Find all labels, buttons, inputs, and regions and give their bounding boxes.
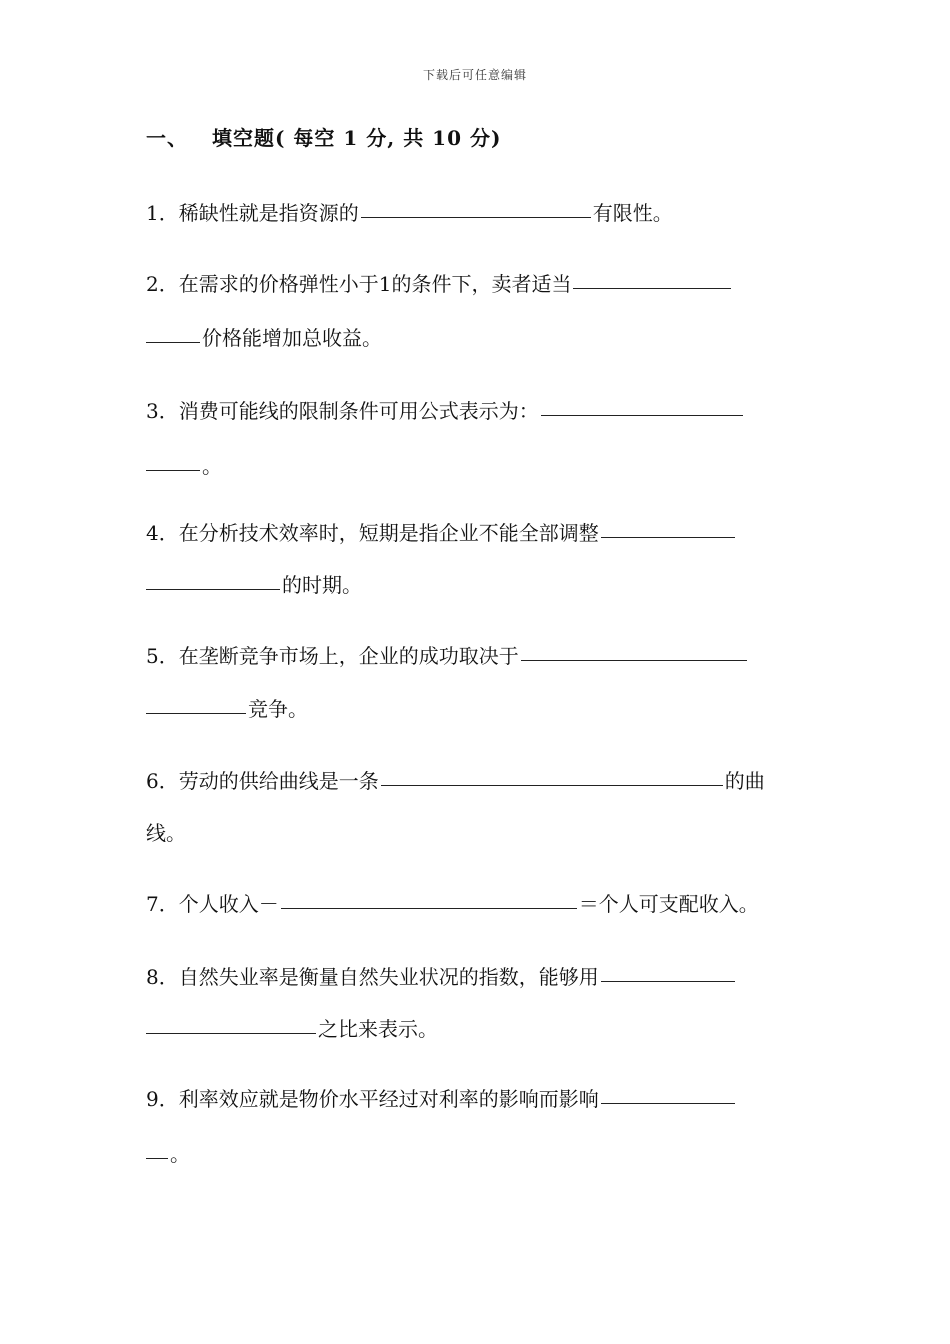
- answer-blank[interactable]: [521, 659, 747, 661]
- answer-blank[interactable]: [146, 341, 200, 343]
- answer-blank[interactable]: [146, 712, 246, 714]
- question-number: 6．: [146, 769, 179, 793]
- question-1: [146, 197, 806, 226]
- question-5: [146, 640, 806, 669]
- question-4-continuation: [146, 569, 362, 598]
- question-6: [146, 765, 806, 794]
- question-4: [146, 517, 806, 546]
- question-3: [146, 395, 806, 424]
- question-2: [146, 268, 806, 297]
- question-number: 3．: [146, 399, 179, 423]
- question-number: 5．: [146, 644, 179, 668]
- question-text: 在需求的价格弹性小于1的条件下，卖者适当: [178, 272, 572, 296]
- answer-blank[interactable]: [381, 784, 723, 786]
- section-title: [146, 122, 501, 151]
- header-note: 下载后可任意编辑: [422, 68, 527, 82]
- question-text: 个人收入－: [178, 892, 279, 916]
- section-title-text: 填空题( 每空 1 分, 共 10 分): [212, 126, 502, 150]
- question-6-continuation: [146, 817, 186, 846]
- question-3-continuation: [146, 450, 222, 479]
- question-text: 在分析技术效率时，短期是指企业不能全部调整: [178, 521, 599, 545]
- answer-blank[interactable]: [146, 1032, 316, 1034]
- question-text: 劳动的供给曲线是一条: [178, 769, 379, 793]
- question-number: 4．: [146, 521, 179, 545]
- question-number: 7．: [146, 892, 179, 916]
- question-text-cont: 之比来表示。: [318, 1017, 438, 1041]
- question-text-after: 的曲: [724, 769, 765, 793]
- question-text-cont: 的时期。: [282, 573, 362, 597]
- question-text-cont: 价格能增加总收益。: [202, 326, 382, 350]
- question-number: 8．: [146, 965, 179, 989]
- question-text: 消费可能线的限制条件可用公式表示为：: [178, 399, 539, 423]
- question-text: 在垄断竞争市场上，企业的成功取决于: [178, 644, 519, 668]
- question-7: [146, 888, 806, 917]
- section-number: 一、: [146, 126, 188, 150]
- question-9-continuation: [146, 1138, 190, 1167]
- answer-blank[interactable]: [146, 469, 200, 471]
- answer-blank[interactable]: [361, 216, 591, 218]
- answer-blank[interactable]: [601, 980, 735, 982]
- question-text-cont: 。: [170, 1142, 190, 1166]
- question-text: 稀缺性就是指资源的: [178, 201, 359, 225]
- answer-blank[interactable]: [281, 907, 577, 909]
- question-text: 利率效应就是物价水平经过对利率的影响而影响: [178, 1087, 599, 1111]
- question-number: 9．: [146, 1087, 179, 1111]
- answer-blank[interactable]: [541, 414, 743, 416]
- answer-blank[interactable]: [146, 588, 280, 590]
- answer-blank[interactable]: [573, 287, 731, 289]
- question-8: [146, 961, 806, 990]
- question-text-cont: 竞争。: [248, 697, 308, 721]
- question-2-continuation: [146, 322, 382, 351]
- question-text: 自然失业率是衡量自然失业状况的指数，能够用: [178, 965, 599, 989]
- question-text-cont: 线。: [146, 821, 186, 845]
- answer-blank[interactable]: [601, 536, 735, 538]
- question-8-continuation: [146, 1013, 438, 1042]
- question-text-cont: 。: [202, 454, 222, 478]
- question-text-after: ＝个人可支配收入。: [578, 892, 759, 916]
- question-number: 1．: [146, 201, 179, 225]
- question-text-after: 有限性。: [592, 201, 673, 225]
- answer-blank[interactable]: [601, 1102, 735, 1104]
- question-number: 2．: [146, 272, 179, 296]
- question-5-continuation: [146, 693, 308, 722]
- answer-blank[interactable]: [146, 1157, 168, 1159]
- question-9: [146, 1083, 806, 1112]
